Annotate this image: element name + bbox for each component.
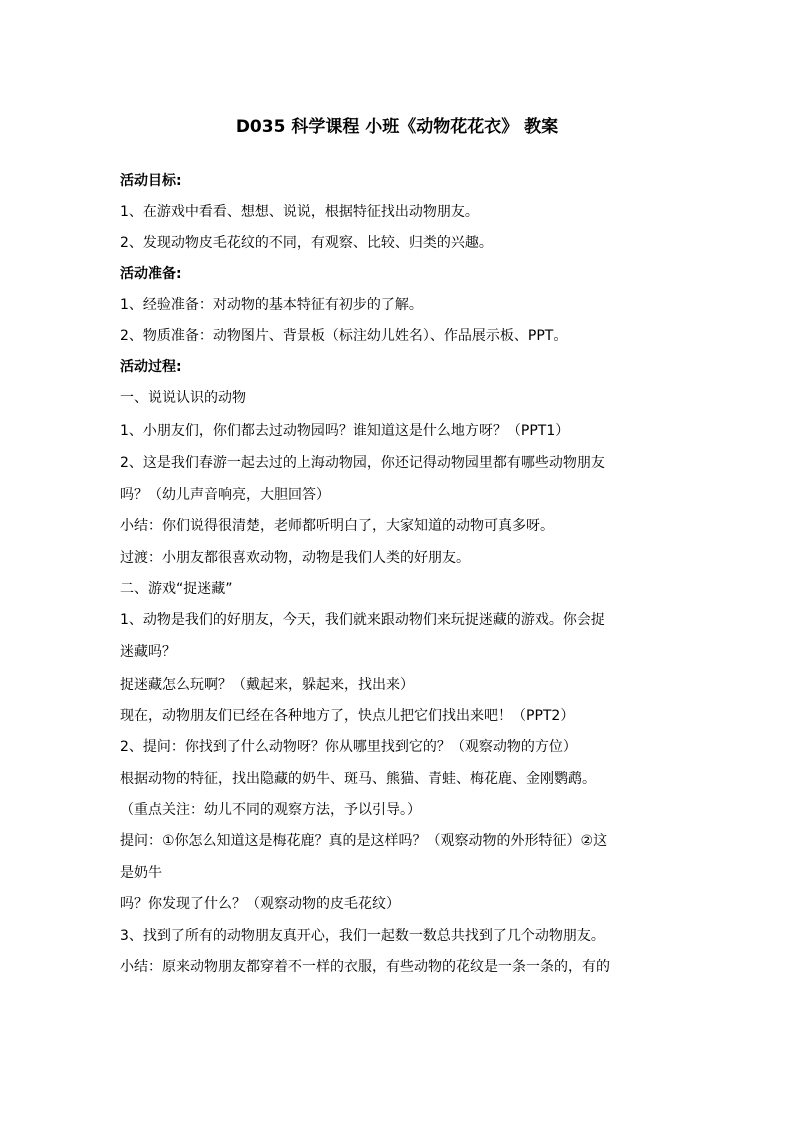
document-title: D035 科学课程 小班《动物花花衣》 教案: [235, 117, 559, 137]
process-line: 1、小朋友们，你们都去过动物园吗？谁知道这是什么地方呀？（PPT1）: [120, 423, 570, 439]
process-heading: 活动过程:: [120, 359, 182, 375]
process-line: 过渡：小朋友都很喜欢动物，动物是我们人类的好朋友。: [120, 550, 470, 566]
goal-item-1: 1、在游戏中看看、想想、说说，根据特征找出动物朋友。: [120, 204, 479, 220]
preparation-heading: 活动准备:: [120, 266, 182, 282]
goals-heading: 活动目标:: [120, 173, 182, 189]
process-line: 3、找到了所有的动物朋友真开心，我们一起数一数总共找到了几个动物朋友。: [120, 928, 605, 944]
goal-item-2: 2、发现动物皮毛花纹的不同，有观察、比较、归类的兴趣。: [120, 235, 493, 251]
process-line: 吗？你发现了什么？（观察动物的皮毛花纹）: [120, 896, 400, 912]
process-line: 吗？（幼儿声音响亮，大胆回答）: [120, 487, 330, 503]
preparation-item-1: 1、经验准备：对动物的基本特征有初步的了解。: [120, 297, 423, 313]
process-line: 根据动物的特征，找出隐藏的奶牛、斑马、熊猫、青蛙、梅花鹿、金刚鹦鹉。: [120, 771, 596, 787]
process-line: 小结：你们说得很清楚，老师都听明白了，大家知道的动物可真多呀。: [120, 518, 554, 534]
process-line: （重点关注：幼儿不同的观察方法，予以引导。）: [120, 802, 421, 818]
process-line: 1、动物是我们的好朋友，今天，我们就来跟动物们来玩捉迷藏的游戏。你会捉: [120, 612, 605, 628]
preparation-item-2: 2、物质准备：动物图片、背景板（标注幼儿姓名）、作品展示板、PPT。: [120, 328, 568, 344]
process-line: 是奶牛: [120, 865, 162, 881]
process-line: 现在，动物朋友们已经在各种地方了，快点儿把它们找出来吧！（PPT2）: [120, 708, 575, 724]
process-line: 提问：①你怎么知道这是梅花鹿？真的是这样吗？（观察动物的外形特征）②这: [120, 833, 608, 849]
process-line: 捉迷藏怎么玩啊？（戴起来，躲起来，找出来）: [120, 677, 414, 693]
process-line: 2、提问：你找到了什么动物呀？你从哪里找到它的？（观察动物的方位）: [120, 739, 577, 755]
process-line: 一、说说认识的动物: [120, 390, 246, 406]
process-line: 小结：原来动物朋友都穿着不一样的衣服，有些动物的花纹是一条一条的，有的: [120, 959, 610, 975]
process-line: 二、游戏“捉迷藏”: [120, 581, 233, 597]
process-line: 2、这是我们春游一起去过的上海动物园，你还记得动物园里都有哪些动物朋友: [120, 455, 605, 471]
process-line: 迷藏吗？: [120, 644, 176, 660]
